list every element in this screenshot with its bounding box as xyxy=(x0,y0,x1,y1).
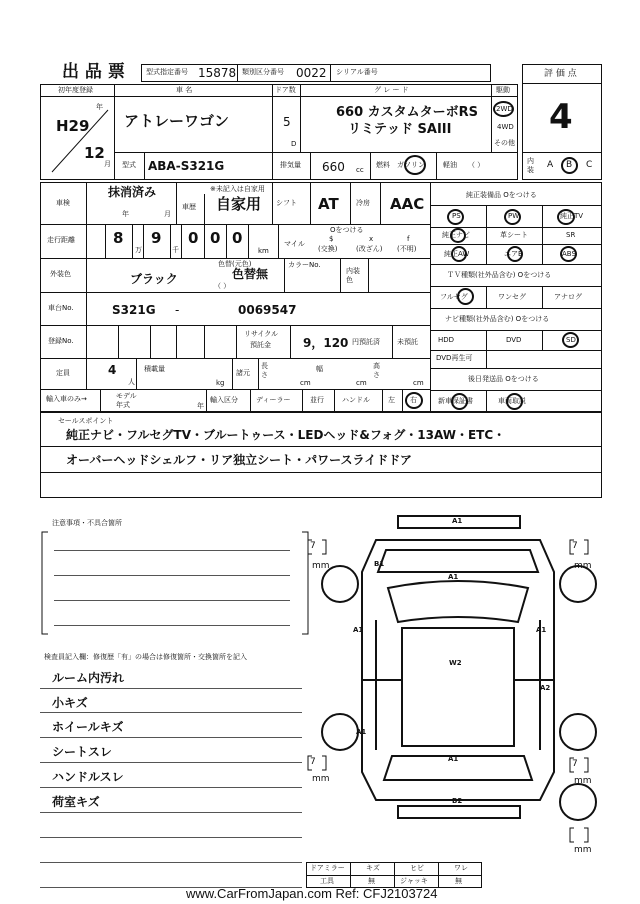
model-cert-no: 15878 xyxy=(198,66,237,80)
genuine-aw-circle xyxy=(451,246,467,262)
grade-line-1: 660 カスタムターボRS xyxy=(336,105,479,120)
note-5: ハンドルスレ xyxy=(52,770,124,784)
inspection-label: 車検 xyxy=(56,199,70,207)
length-cm: cm xyxy=(300,379,311,387)
exterior-label: 外装色 xyxy=(50,270,71,278)
footer-url: www.CarFromJapan.com Ref: CFJ2103724 xyxy=(186,886,438,901)
exchange-sym: $ xyxy=(329,235,334,243)
capacity-value: 4 xyxy=(108,363,117,377)
load-label: 積載量 xyxy=(144,365,165,373)
kg-unit: kg xyxy=(216,379,225,387)
drive-4wd: 4WD xyxy=(497,123,514,131)
import-year-unit: 年 xyxy=(197,402,204,410)
import-parallel: 並行 xyxy=(310,396,324,404)
dims-label: 諸元 xyxy=(236,369,250,377)
door-count: 5 xyxy=(283,115,291,129)
legend-h3: ヒビ xyxy=(410,864,424,872)
genuine-abs-circle xyxy=(560,246,577,262)
caution-bracket xyxy=(40,530,310,636)
navi-hdd: HDD xyxy=(438,336,455,344)
ac-value: AAC xyxy=(390,195,425,213)
mark-front-bumper: A1 xyxy=(452,517,463,525)
month-unit: 月 xyxy=(104,160,111,168)
mark-rear-bumper: B2 xyxy=(452,797,463,805)
tread-rl: 7 xyxy=(310,757,316,767)
tread-brackets xyxy=(300,538,600,868)
tread-fl-unit: mm xyxy=(312,561,330,571)
fuel-label: 燃料 xyxy=(376,161,390,169)
history-note: ※未記入は自家用 xyxy=(210,185,265,193)
mark-hood: A1 xyxy=(448,573,459,581)
chassis-label: 車台No. xyxy=(48,304,74,312)
navi-dvd-playback: DVD再生可 xyxy=(436,354,473,362)
exchange-label: (交換) xyxy=(318,245,338,253)
paint-label: 色替(元色) xyxy=(218,260,252,268)
altered-sym: x xyxy=(369,235,374,243)
man-unit: 万 xyxy=(135,246,142,254)
mile-label: マイル xyxy=(284,240,305,248)
legend-h1: ドアミラー xyxy=(310,864,345,872)
genuine-title: 純正装備品 Oをつける xyxy=(466,191,537,199)
note-4: シートスレ xyxy=(52,745,112,759)
sales-label: セールスポイント xyxy=(58,417,114,425)
genuine-tv: 純正TV xyxy=(560,212,584,220)
fuel-diesel: 軽油 xyxy=(443,161,457,169)
tread-rr-unit: mm xyxy=(574,776,592,786)
shift-value: AT xyxy=(318,195,339,213)
drive-label: 駆動 xyxy=(496,86,510,94)
sen-unit: 千 xyxy=(172,246,179,254)
mileage-digit-1: 8 xyxy=(113,229,124,247)
sheet-title: 出 品 票 xyxy=(62,62,125,82)
unknown-label: (不明) xyxy=(397,245,417,253)
car-name-label: 車 名 xyxy=(176,86,193,94)
mark-left-front: A1 xyxy=(353,626,364,634)
navi-title: ナビ種類(社外品含む) Oをつける xyxy=(445,315,550,323)
mileage-circle-note: Oをつける xyxy=(330,226,364,234)
fuel-gasoline: ガソリン xyxy=(397,161,425,169)
later-manual-circle xyxy=(506,393,523,410)
ac-label: 冷房 xyxy=(356,199,370,207)
interior-b-circle xyxy=(561,157,578,174)
fuel-gasoline-circle xyxy=(404,155,426,175)
later-title: 後日発送品 Oをつける xyxy=(468,375,539,383)
tread-rl-unit: mm xyxy=(312,774,330,784)
exterior-value: ブラック xyxy=(130,272,178,286)
genuine-sr: SR xyxy=(566,231,576,239)
chassis-number: 0069547 xyxy=(238,303,297,317)
genuine-navi-circle xyxy=(450,228,466,243)
interior-b: B xyxy=(566,160,573,170)
car-name: アトレーワゴン xyxy=(124,112,230,130)
import-label: 輸入車のみ→ xyxy=(46,395,87,403)
genuine-aw: 純正AW xyxy=(444,250,470,258)
interior-label: 内装 xyxy=(527,157,534,174)
recycle-label-2: 預託金 xyxy=(250,341,271,349)
mark-b1: B1 xyxy=(374,560,385,568)
genuine-abs: ABS xyxy=(562,250,576,258)
serial-label: シリアル番号 xyxy=(336,68,378,76)
drive-2wd-circle xyxy=(493,101,514,117)
tread-fr-unit: mm xyxy=(574,561,592,571)
displacement-label: 排気量 xyxy=(280,161,301,169)
mark-right-front: A1 xyxy=(536,626,547,634)
mileage-digit-5: 0 xyxy=(232,229,243,247)
note-2: 小キズ xyxy=(52,696,88,710)
recycle-paid: 円預託済 xyxy=(352,338,380,346)
mark-rear: A1 xyxy=(448,755,459,763)
first-reg-year: H29 xyxy=(56,117,90,135)
navi-sd-circle xyxy=(562,332,579,348)
tread-fl: 7 xyxy=(310,541,316,551)
steering-right-circle xyxy=(405,392,423,409)
steering-label: ハンドル xyxy=(342,396,370,404)
navi-sd: SD xyxy=(566,336,576,344)
tv-fullseg-circle xyxy=(457,288,474,305)
genuine-airbag: エアB xyxy=(504,250,523,258)
interior-a: A xyxy=(547,160,554,170)
class-label: 類別区分番号 xyxy=(242,68,284,76)
navi-dvd: DVD xyxy=(506,336,522,344)
genuine-ps-circle xyxy=(447,209,464,225)
doors-label: ドア数 xyxy=(275,86,296,94)
tv-analog: アナログ xyxy=(554,293,582,301)
paint-paren: （ ） xyxy=(214,282,231,290)
interior-c: C xyxy=(586,160,593,170)
genuine-pw: PW xyxy=(508,212,520,220)
width-cm: cm xyxy=(356,379,367,387)
grade-line-2: リミテッド SAIII xyxy=(348,122,452,137)
mileage-digit-3: 0 xyxy=(188,229,199,247)
tv-fullseg: フルセグ xyxy=(440,293,468,301)
legend-h2: キズ xyxy=(366,864,380,872)
rating-label: 評 価 点 xyxy=(544,69,577,79)
inspection-year-unit: 年 xyxy=(122,210,129,218)
inspector-label: 検査員記入欄：修復歴「有」の場合は修復箇所・交換箇所を記入 xyxy=(44,653,247,661)
genuine-airbag-circle xyxy=(507,246,523,262)
first-reg-month: 12 xyxy=(84,144,105,162)
fuel-paren: （ ） xyxy=(468,161,485,169)
grade-label: グ レ ー ド xyxy=(374,86,409,94)
door-unit: D xyxy=(291,140,297,148)
displacement: 660 xyxy=(322,160,345,174)
history-label: 車歴 xyxy=(182,203,196,211)
mileage-digit-2: 9 xyxy=(151,229,162,247)
sales-line-2: オーバーヘッドシェルフ・リア独立シート・パワースライドドア xyxy=(66,453,412,467)
sales-line-1: 純正ナビ・フルセグTV・ブルートゥース・LEDヘッド&フォグ・13AW・ETC・ xyxy=(66,428,506,442)
capacity-label: 定員 xyxy=(56,369,70,377)
genuine-navi: 純正ナビ xyxy=(442,231,470,239)
person-unit: 人 xyxy=(128,378,135,386)
km-unit: km xyxy=(258,247,269,255)
recycle-label-1: リサイクル xyxy=(244,330,279,338)
later-warranty-circle xyxy=(451,393,468,410)
inspection-month-unit: 月 xyxy=(164,210,171,218)
drive-2wd: 2WD xyxy=(496,105,513,113)
genuine-leather: 革シート xyxy=(500,231,528,239)
unknown-sym: f xyxy=(407,235,410,243)
width-label: 幅 xyxy=(316,365,323,373)
first-reg-label: 初年度登録 xyxy=(58,86,93,94)
rating-score: 4 xyxy=(549,97,573,137)
altered-label: (改ざん) xyxy=(356,245,383,253)
chassis-dash: - xyxy=(175,303,180,317)
steering-right: 右 xyxy=(410,396,417,404)
tread-spare-unit: mm xyxy=(574,845,592,855)
model-cert-label: 型式指定番号 xyxy=(146,68,188,76)
mark-a2: A2 xyxy=(540,684,551,692)
legend-r3: ジャッキ xyxy=(400,877,428,885)
mark-left-rear: A1 xyxy=(356,728,367,736)
note-6: 荷室キズ xyxy=(52,795,100,809)
mileage-label: 走行距離 xyxy=(47,236,75,244)
legend-h4: ワレ xyxy=(454,864,468,872)
mark-roof: W2 xyxy=(449,659,462,667)
model-label: 型式 xyxy=(122,161,136,169)
legend-r1: 工具 xyxy=(320,877,334,885)
tread-fr: 7 xyxy=(572,541,578,551)
interior-color-label: 内装色 xyxy=(346,267,360,284)
legend-r2: 無 xyxy=(368,877,375,885)
note-1: ルーム内汚れ xyxy=(52,671,125,685)
history-value: 自家用 xyxy=(216,195,262,213)
tv-title: ＴＶ種類(社外品含む) Oをつける xyxy=(447,271,552,279)
mileage-digit-4: 0 xyxy=(210,229,221,247)
registration-label: 登録No. xyxy=(48,337,74,345)
later-manual: 車両取説 xyxy=(498,397,526,405)
color-no-label: カラーNo. xyxy=(288,261,321,269)
height-cm: cm xyxy=(413,379,424,387)
import-dealer: ディーラー xyxy=(256,396,291,404)
later-warranty: 新車保証書 xyxy=(438,397,473,405)
paint-value: 色替無 xyxy=(232,267,269,281)
steering-left: 左 xyxy=(388,396,395,404)
inspection-value: 抹消済み xyxy=(108,185,157,199)
recycle-value: 9，120 xyxy=(303,336,349,350)
import-class-label: 輸入区分 xyxy=(210,396,238,404)
tv-oneseg: ワンセグ xyxy=(498,293,526,301)
shift-label: シフト xyxy=(276,199,297,207)
height-label: 高さ xyxy=(373,362,380,379)
genuine-pw-circle xyxy=(504,209,521,225)
caution-label: 注意事項・不具合箇所 xyxy=(52,519,122,527)
length-label: 長さ xyxy=(261,362,268,379)
genuine-ps: PS xyxy=(452,212,461,220)
legend-r4: 無 xyxy=(455,877,462,885)
model-year-label: モデル年式 xyxy=(116,392,137,409)
year-unit: 年 xyxy=(96,103,103,111)
cc-unit: cc xyxy=(356,166,364,174)
note-3: ホイールキズ xyxy=(52,720,124,734)
recycle-unpaid: 未預託 xyxy=(397,338,418,346)
genuine-tv-circle xyxy=(557,209,575,225)
class-no: 0022 xyxy=(296,66,327,80)
model-code: ABA-S321G xyxy=(148,159,225,173)
tread-rr: 7 xyxy=(572,759,578,769)
drive-other: その他 xyxy=(494,139,515,147)
chassis-prefix: S321G xyxy=(112,303,156,317)
